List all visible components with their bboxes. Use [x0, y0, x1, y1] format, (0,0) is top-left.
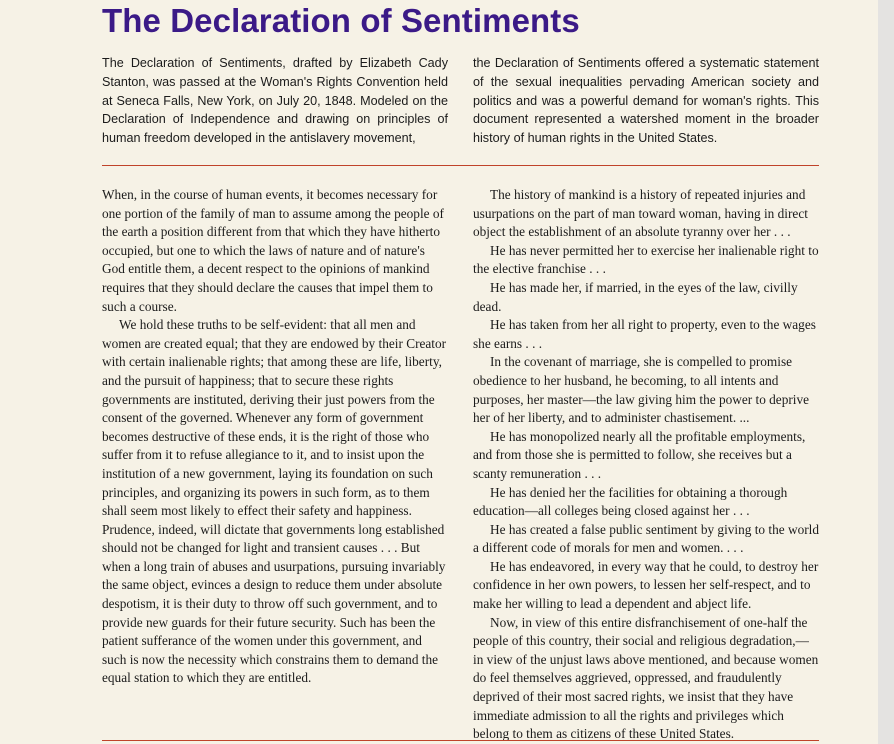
page-edge: [878, 0, 894, 744]
paragraph: He has created a false public sentiment by giving to the world a different code of morals for men and women. . . .: [473, 521, 820, 556]
paragraph: He has taken from her all right to property, even to the wages she earns . . .: [473, 317, 816, 351]
paragraph: He has endeavored, in every way that he could, to destroy her confidence in her own powers, to lessen her self-respect, and to make her willing to lead a dependent and abject life.: [473, 558, 819, 612]
paragraph: The history of mankind is a history of repeated injuries and usurpations on the part of man toward woman, having in direct object the establishment of an absolute tyranny over her . . .: [473, 187, 808, 240]
left-column: [102, 186, 448, 744]
bottom-divider: [102, 740, 819, 741]
paragraph: We hold these truths to be self-evident: that all men and women are created equal; that they are endowed by their Creator with certain inalienable rights; that among these are life, liberty, and the pursuit of happiness; that to secure these rights governments are instituted, deriving their just powers from the consent of the governed. Whenever any form of government becomes destructive of these ends, it is the right of those who suffer from it to refuse allegiance to it, and to insist upon the institution of a new government, laying its foundation on such principles, and organizing its powers in such form, as to them shall seem most likely to effect their safety and happiness. Prudence, indeed, will dictate that governments long established should not be changed for light and transient causes . . . But when a long train of abuses and usurpations, pursuing invariably the same object, evinces a design to reduce them under absolute despotism, it is their duty to throw off such government, and to provide new guards for their future security. Such has been the patient sufferance of the women under this government, and such is now the necessity which constrains them to demand the equal station to which they are entitled.: [102, 317, 447, 686]
paragraph: Now, in view of this entire disfranchisement of one-half the people of this country, their social and religious degradation,—in view of the unjust laws above mentioned, and because women do feel themselves aggrieved, oppressed, and fraudulently deprived of their most sacred rights, we insist that they have immediate admission to all the rights and privileges which belong to them as citizens of these United States.: [473, 614, 819, 742]
intro-paragraph-left: The Declaration of Sentiments, drafted by Elizabeth Cady Stanton, was passed at the Woman's Rights Convention held at Seneca Falls, New York, on July 20, 1848. Modeled on the Declaration of Independence and drawing on principles of human freedom developed in the antislavery movement,: [102, 56, 448, 146]
paragraph: When, in the course of human events, it becomes necessary for one portion of the family of man to assume among the people of the earth a position different from that which they have hitherto occupied, but one to which the laws of nature and of nature's God entitle them, a decent respect to the opinions of mankind requires that they should declare the causes that impel them to such a course.: [102, 187, 444, 314]
paragraph: He has denied her the facilities for obtaining a thorough education—all colleges being closed against her . . .: [473, 484, 788, 519]
top-divider: [102, 165, 819, 166]
paragraph: In the covenant of marriage, she is compelled to promise obedience to her husband, he becoming, to all intents and purposes, her master—the law giving him the power to deprive her of her liberty, and to administer chastisement. ...: [473, 354, 810, 426]
declaration-text: [102, 186, 819, 744]
paragraph: He has made her, if married, in the eyes of the law, civilly dead.: [473, 279, 798, 314]
paragraph: He has never permitted her to exercise her inalienable right to the elective franchise . . .: [473, 242, 819, 277]
right-column: [473, 186, 819, 744]
paragraph: He has monopolized nearly all the profitable employments, and from those she is permitted to follow, she receives but a scanty remuneration . . .: [473, 428, 806, 481]
intro-paragraph-right: the Declaration of Sentiments offered a systematic statement of the sexual inequalities pervading American society and politics and was a powerful demand for woman's rights. This document represented a watershed moment in the broader history of human rights in the United States.: [473, 56, 819, 146]
page-title: The Declaration of Sentiments: [102, 2, 580, 39]
intro-section: [102, 54, 819, 148]
